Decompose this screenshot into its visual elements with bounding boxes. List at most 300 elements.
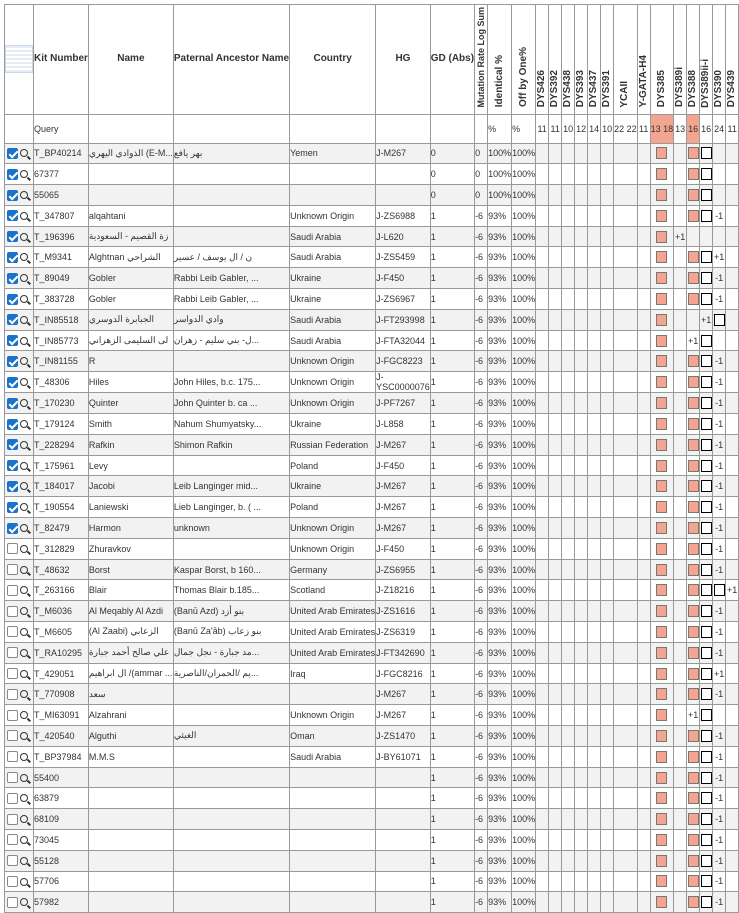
- name-cell: [88, 185, 173, 206]
- marker-cell: [588, 476, 601, 497]
- row-checkbox[interactable]: [7, 751, 18, 762]
- match-row[interactable]: [5, 684, 739, 705]
- marker-header[interactable]: YCAII: [614, 5, 638, 115]
- search-icon[interactable]: [20, 607, 28, 615]
- match-row[interactable]: [5, 309, 739, 330]
- row-select-cell: [5, 268, 34, 289]
- search-icon[interactable]: [20, 482, 28, 490]
- kit-number-cell[interactable]: T_M6036: [34, 601, 89, 622]
- marker-cell: [687, 205, 700, 226]
- marker-cell: [687, 434, 700, 455]
- match-row[interactable]: [5, 601, 739, 622]
- name-cell: سعد: [88, 684, 173, 705]
- marker-cell: [650, 414, 674, 435]
- match-row[interactable]: [5, 642, 739, 663]
- kit-number-cell[interactable]: T_BP40214: [34, 143, 89, 164]
- kit-number-cell[interactable]: T_347807: [34, 205, 89, 226]
- match-row[interactable]: [5, 518, 739, 539]
- off-by-one-header[interactable]: Off by One%: [512, 5, 536, 115]
- search-icon[interactable]: [20, 670, 28, 678]
- search-icon[interactable]: [20, 711, 28, 719]
- country-cell: Unknown Origin: [290, 351, 376, 372]
- marker-cell: [536, 414, 549, 435]
- name-cell: الذوادي اليهري (E-M...: [88, 143, 173, 164]
- hg-cell: [376, 892, 431, 913]
- mutation-rate-cell: -6: [475, 309, 488, 330]
- search-icon[interactable]: [20, 794, 28, 802]
- search-icon[interactable]: [20, 441, 28, 449]
- match-row[interactable]: [5, 372, 739, 393]
- marker-header[interactable]: DYS389i: [674, 5, 687, 115]
- row-checkbox[interactable]: [7, 793, 18, 804]
- marker-cell: [575, 226, 588, 247]
- kit-number-cell[interactable]: 63879: [34, 788, 89, 809]
- kit-number-cell[interactable]: T_BP37984: [34, 746, 89, 767]
- kit-number-cell[interactable]: T_IN81155: [34, 351, 89, 372]
- search-icon[interactable]: [20, 462, 28, 470]
- kit-number-cell[interactable]: T_383728: [34, 289, 89, 310]
- match-row[interactable]: [5, 538, 739, 559]
- search-icon[interactable]: [20, 420, 28, 428]
- search-icon[interactable]: [20, 357, 28, 365]
- marker-header[interactable]: DYS437: [588, 5, 601, 115]
- marker-cell: [687, 247, 700, 268]
- kit-number-cell[interactable]: 57982: [34, 892, 89, 913]
- kit-number-cell[interactable]: T_48632: [34, 559, 89, 580]
- identical-cell: 93%: [488, 309, 512, 330]
- marker-header[interactable]: DYS390: [713, 5, 726, 115]
- row-checkbox[interactable]: [7, 190, 18, 201]
- marker-cell: [575, 476, 588, 497]
- diff-marker: [656, 730, 667, 742]
- identical-cell: 93%: [488, 850, 512, 871]
- marker-cell: [700, 850, 713, 871]
- marker-cell: [726, 476, 739, 497]
- match-row[interactable]: [5, 351, 739, 372]
- marker-cell: [614, 247, 638, 268]
- search-icon[interactable]: [20, 191, 28, 199]
- kit-number-cell[interactable]: T_48306: [34, 372, 89, 393]
- kit-number-cell[interactable]: 57706: [34, 871, 89, 892]
- marker-header[interactable]: DYS389ii-i: [700, 5, 713, 115]
- kit-number-cell[interactable]: T_89049: [34, 268, 89, 289]
- marker-cell: [549, 330, 562, 351]
- marker-cell: [562, 767, 575, 788]
- diff-marker: [688, 688, 699, 700]
- identical-cell: 93%: [488, 809, 512, 830]
- marker-cell: [575, 289, 588, 310]
- match-row[interactable]: [5, 393, 739, 414]
- logo-header: [5, 5, 34, 115]
- off-by-one-cell: 100%: [512, 247, 536, 268]
- gd-cell: 1: [430, 892, 474, 913]
- country-cell: Unknown Origin: [290, 372, 376, 393]
- match-row[interactable]: [5, 434, 739, 455]
- search-icon[interactable]: [20, 774, 28, 782]
- match-row[interactable]: [5, 871, 739, 892]
- match-row[interactable]: [5, 497, 739, 518]
- diff-marker: [656, 272, 667, 284]
- marker-cell: [674, 746, 687, 767]
- marker-cell: [726, 684, 739, 705]
- hg-cell: J-ZS5459: [376, 247, 431, 268]
- kit-number-cell[interactable]: T_M6605: [34, 622, 89, 643]
- marker-header[interactable]: DYS392: [549, 5, 562, 115]
- row-checkbox[interactable]: [7, 231, 18, 242]
- match-row[interactable]: [5, 247, 739, 268]
- marker-cell: [549, 268, 562, 289]
- kit-number-cell[interactable]: 55400: [34, 767, 89, 788]
- kit-number-cell[interactable]: T_RA10295: [34, 642, 89, 663]
- row-checkbox[interactable]: [7, 356, 18, 367]
- match-row[interactable]: [5, 289, 739, 310]
- off-by-one-cell: 100%: [512, 143, 536, 164]
- row-checkbox[interactable]: [7, 460, 18, 471]
- kit-number-cell[interactable]: T_196396: [34, 226, 89, 247]
- search-icon[interactable]: [20, 233, 28, 241]
- kit-number-cell[interactable]: 68109: [34, 809, 89, 830]
- marker-diff-cell: -1: [713, 788, 726, 809]
- name-cell: (Al Zaabi) الزعابي: [88, 622, 173, 643]
- kit-number-cell[interactable]: T_82479: [34, 518, 89, 539]
- row-checkbox[interactable]: [7, 814, 18, 825]
- marker-diff-cell: +1: [687, 705, 700, 726]
- kit-number-cell[interactable]: T_MI63091: [34, 705, 89, 726]
- match-row[interactable]: [5, 455, 739, 476]
- query-marker-value: 11: [726, 114, 739, 143]
- row-checkbox[interactable]: [7, 834, 18, 845]
- kit-number-cell[interactable]: T_429051: [34, 663, 89, 684]
- match-row[interactable]: [5, 622, 739, 643]
- marker-cell: [575, 205, 588, 226]
- marker-cell: [650, 205, 674, 226]
- marker-cell: [674, 205, 687, 226]
- gd-cell: 1: [430, 601, 474, 622]
- marker-cell: [549, 726, 562, 747]
- hg-cell: [376, 830, 431, 851]
- search-icon[interactable]: [20, 878, 28, 886]
- identical-cell: 93%: [488, 247, 512, 268]
- ancestor-cell: John Quinter b. ca ...: [173, 393, 289, 414]
- match-row[interactable]: [5, 185, 739, 206]
- diff-marker: [656, 668, 667, 680]
- hg-cell: J-M267: [376, 684, 431, 705]
- search-icon[interactable]: [20, 274, 28, 282]
- gd-cell: 1: [430, 330, 474, 351]
- match-row[interactable]: [5, 226, 739, 247]
- marker-cell: [726, 185, 739, 206]
- gd-cell: 0: [430, 164, 474, 185]
- kit-number-cell[interactable]: 55128: [34, 850, 89, 871]
- match-row[interactable]: [5, 705, 739, 726]
- country-cell: Ukraine: [290, 268, 376, 289]
- search-icon[interactable]: [20, 815, 28, 823]
- kit-number-cell[interactable]: T_263166: [34, 580, 89, 601]
- kit-number-cell[interactable]: T_179124: [34, 414, 89, 435]
- marker-header[interactable]: DYS426: [536, 5, 549, 115]
- marker-cell: [614, 892, 638, 913]
- name-cell: Quinter: [88, 393, 173, 414]
- kit-number-cell[interactable]: T_420540: [34, 726, 89, 747]
- country-cell: Unknown Origin: [290, 393, 376, 414]
- row-checkbox[interactable]: [7, 502, 18, 513]
- row-checkbox[interactable]: [7, 335, 18, 346]
- gd-header[interactable]: GD (Abs): [430, 5, 474, 115]
- hg-cell: J-YSC0000076: [376, 372, 430, 393]
- gd-cell: 1: [430, 663, 474, 684]
- diff-marker: [656, 231, 667, 243]
- marker-cell: [674, 393, 687, 414]
- row-checkbox[interactable]: [7, 730, 18, 741]
- marker-header[interactable]: DYS393: [575, 5, 588, 115]
- row-checkbox[interactable]: [7, 772, 18, 783]
- hg-cell: J-M267: [376, 476, 431, 497]
- kit-number-cell[interactable]: T_IN85518: [34, 309, 89, 330]
- row-checkbox[interactable]: [7, 564, 18, 575]
- row-checkbox[interactable]: [7, 398, 18, 409]
- row-checkbox[interactable]: [7, 689, 18, 700]
- marker-cell: [650, 309, 674, 330]
- search-icon[interactable]: [20, 586, 28, 594]
- search-icon[interactable]: [20, 295, 28, 303]
- mutation-rate-header[interactable]: Mutation Rate Log Sum: [475, 5, 488, 115]
- diff-marker: [688, 397, 699, 409]
- marker-header[interactable]: DYS385: [650, 5, 674, 115]
- ancestor-cell: [173, 226, 289, 247]
- marker-cell: [637, 622, 650, 643]
- kit-number-cell[interactable]: T_IN85773: [34, 330, 89, 351]
- marker-cell: [536, 559, 549, 580]
- marker-cell: [562, 226, 575, 247]
- kit-number-cell[interactable]: T_175961: [34, 455, 89, 476]
- marker-cell: [687, 393, 700, 414]
- search-icon[interactable]: [20, 337, 28, 345]
- gd-cell: 1: [430, 746, 474, 767]
- row-checkbox[interactable]: [7, 419, 18, 430]
- match-row[interactable]: [5, 205, 739, 226]
- hg-cell: J-L858: [376, 414, 431, 435]
- marker-diff-cell: -1: [713, 767, 726, 788]
- marker-cell: [601, 830, 614, 851]
- diff-marker: [656, 168, 667, 180]
- search-icon[interactable]: [20, 545, 28, 553]
- search-icon[interactable]: [20, 503, 28, 511]
- search-icon[interactable]: [20, 753, 28, 761]
- marker-cell: [687, 871, 700, 892]
- search-icon[interactable]: [20, 690, 28, 698]
- country-cell: [290, 850, 376, 871]
- country-cell: Unknown Origin: [290, 518, 376, 539]
- search-icon[interactable]: [20, 149, 28, 157]
- row-checkbox[interactable]: [7, 585, 18, 596]
- row-checkbox[interactable]: [7, 439, 18, 450]
- identical-cell: 93%: [488, 892, 512, 913]
- match-row[interactable]: [5, 559, 739, 580]
- marker-cell: [726, 414, 739, 435]
- row-checkbox[interactable]: [7, 543, 18, 554]
- search-icon[interactable]: [20, 378, 28, 386]
- match-row[interactable]: [5, 850, 739, 871]
- row-select-cell: [5, 663, 34, 684]
- marker-cell: [637, 434, 650, 455]
- marker-cell: [536, 268, 549, 289]
- marker-cell: [549, 351, 562, 372]
- marker-cell: [650, 850, 674, 871]
- marker-cell: [575, 788, 588, 809]
- marker-cell: [614, 559, 638, 580]
- kit-number-cell[interactable]: T_312829: [34, 538, 89, 559]
- row-select-cell: [5, 892, 34, 913]
- marker-cell: [674, 351, 687, 372]
- marker-cell: [601, 663, 614, 684]
- paternal-ancestor-header[interactable]: Paternal Ancestor Name: [173, 5, 289, 115]
- kit-number-cell[interactable]: T_184017: [34, 476, 89, 497]
- row-checkbox[interactable]: [7, 606, 18, 617]
- row-checkbox[interactable]: [7, 252, 18, 263]
- kit-number-cell[interactable]: T_M9341: [34, 247, 89, 268]
- marker-cell: [549, 892, 562, 913]
- row-checkbox[interactable]: [7, 210, 18, 221]
- kit-number-cell[interactable]: T_228294: [34, 434, 89, 455]
- marker-cell: [637, 538, 650, 559]
- row-checkbox[interactable]: [7, 897, 18, 908]
- kit-number-cell[interactable]: 67377: [34, 164, 89, 185]
- ancestor-cell: يم /الحمران/الناصرية...: [173, 663, 289, 684]
- match-row[interactable]: [5, 892, 739, 913]
- marker-header[interactable]: DYS439: [726, 5, 739, 115]
- match-row[interactable]: [5, 830, 739, 851]
- search-icon[interactable]: [20, 649, 28, 657]
- kit-number-cell[interactable]: T_770908: [34, 684, 89, 705]
- marker-cell: [562, 642, 575, 663]
- gd-cell: 1: [430, 559, 474, 580]
- row-checkbox[interactable]: [7, 710, 18, 721]
- marker-cell: [601, 871, 614, 892]
- country-cell: United Arab Emirates: [290, 622, 376, 643]
- marker-header[interactable]: Y-GATA-H4: [637, 5, 650, 115]
- search-icon[interactable]: [20, 170, 28, 178]
- marker-cell: [637, 663, 650, 684]
- row-select-cell: [5, 788, 34, 809]
- row-select-cell: [5, 580, 34, 601]
- match-row[interactable]: [5, 164, 739, 185]
- marker-header[interactable]: DYS438: [562, 5, 575, 115]
- search-icon[interactable]: [20, 524, 28, 532]
- search-icon[interactable]: [20, 253, 28, 261]
- search-icon[interactable]: [20, 898, 28, 906]
- match-row[interactable]: [5, 746, 739, 767]
- match-row[interactable]: [5, 268, 739, 289]
- row-select-cell: [5, 601, 34, 622]
- country-cell: Unknown Origin: [290, 705, 376, 726]
- row-checkbox[interactable]: [7, 876, 18, 887]
- hg-header[interactable]: HG: [376, 5, 431, 115]
- marker-cell: [575, 559, 588, 580]
- kit-number-cell[interactable]: T_190554: [34, 497, 89, 518]
- country-header[interactable]: Country: [290, 5, 376, 115]
- row-checkbox[interactable]: [7, 169, 18, 180]
- match-row[interactable]: [5, 726, 739, 747]
- match-row[interactable]: [5, 580, 739, 601]
- row-checkbox[interactable]: [7, 314, 18, 325]
- marker-cell: [536, 580, 549, 601]
- search-icon[interactable]: [20, 857, 28, 865]
- off-by-one-cell: 100%: [512, 746, 536, 767]
- search-icon[interactable]: [20, 212, 28, 220]
- marker-cell: [614, 205, 638, 226]
- name-header[interactable]: Name: [88, 5, 173, 115]
- match-row[interactable]: [5, 663, 739, 684]
- row-checkbox[interactable]: [7, 523, 18, 534]
- marker-header[interactable]: DYS391: [601, 5, 614, 115]
- country-cell: United Arab Emirates: [290, 642, 376, 663]
- country-cell: Poland: [290, 455, 376, 476]
- country-cell: Saudi Arabia: [290, 746, 376, 767]
- marker-cell: [562, 684, 575, 705]
- match-row[interactable]: [5, 788, 739, 809]
- mutation-rate-cell: 0: [475, 185, 488, 206]
- marker-cell: [713, 309, 726, 330]
- marker-cell: [674, 767, 687, 788]
- marker-diff-cell: +1: [687, 330, 700, 351]
- match-row[interactable]: [5, 476, 739, 497]
- marker-cell: [674, 330, 687, 351]
- match-row[interactable]: [5, 809, 739, 830]
- name-cell: علي صالح أحمد جبارة: [88, 642, 173, 663]
- ancestor-cell: Leib Langinger mid...: [173, 476, 289, 497]
- search-icon[interactable]: [20, 732, 28, 740]
- identical-header[interactable]: Identical %: [488, 5, 512, 115]
- search-icon[interactable]: [20, 316, 28, 324]
- match-row[interactable]: [5, 330, 739, 351]
- row-checkbox[interactable]: [7, 668, 18, 679]
- marker-cell: [614, 143, 638, 164]
- row-checkbox[interactable]: [7, 294, 18, 305]
- kit-number-header[interactable]: Kit Number: [34, 5, 89, 115]
- diff-marker: [656, 584, 667, 596]
- match-row[interactable]: [5, 143, 739, 164]
- marker-cell: [687, 622, 700, 643]
- row-checkbox[interactable]: [7, 481, 18, 492]
- row-checkbox[interactable]: [7, 647, 18, 658]
- marker-cell: [687, 476, 700, 497]
- kit-number-cell[interactable]: T_170230: [34, 393, 89, 414]
- search-icon[interactable]: [20, 836, 28, 844]
- marker-cell: [726, 559, 739, 580]
- search-icon[interactable]: [20, 566, 28, 574]
- search-icon[interactable]: [20, 628, 28, 636]
- ancestor-cell: [173, 767, 289, 788]
- marker-cell: [726, 642, 739, 663]
- match-row[interactable]: [5, 414, 739, 435]
- row-checkbox[interactable]: [7, 626, 18, 637]
- kit-number-cell[interactable]: 55065: [34, 185, 89, 206]
- row-checkbox[interactable]: [7, 855, 18, 866]
- marker-cell: [601, 309, 614, 330]
- marker-header[interactable]: DYS388: [687, 5, 700, 115]
- search-icon[interactable]: [20, 399, 28, 407]
- row-checkbox[interactable]: [7, 148, 18, 159]
- diff-marker: [656, 314, 667, 326]
- marker-cell: [562, 247, 575, 268]
- match-row[interactable]: [5, 767, 739, 788]
- match-marker: [701, 792, 712, 804]
- row-checkbox[interactable]: [7, 273, 18, 284]
- marker-cell: [700, 372, 713, 393]
- kit-number-cell[interactable]: 73045: [34, 830, 89, 851]
- marker-cell: [601, 767, 614, 788]
- row-checkbox[interactable]: [7, 377, 18, 388]
